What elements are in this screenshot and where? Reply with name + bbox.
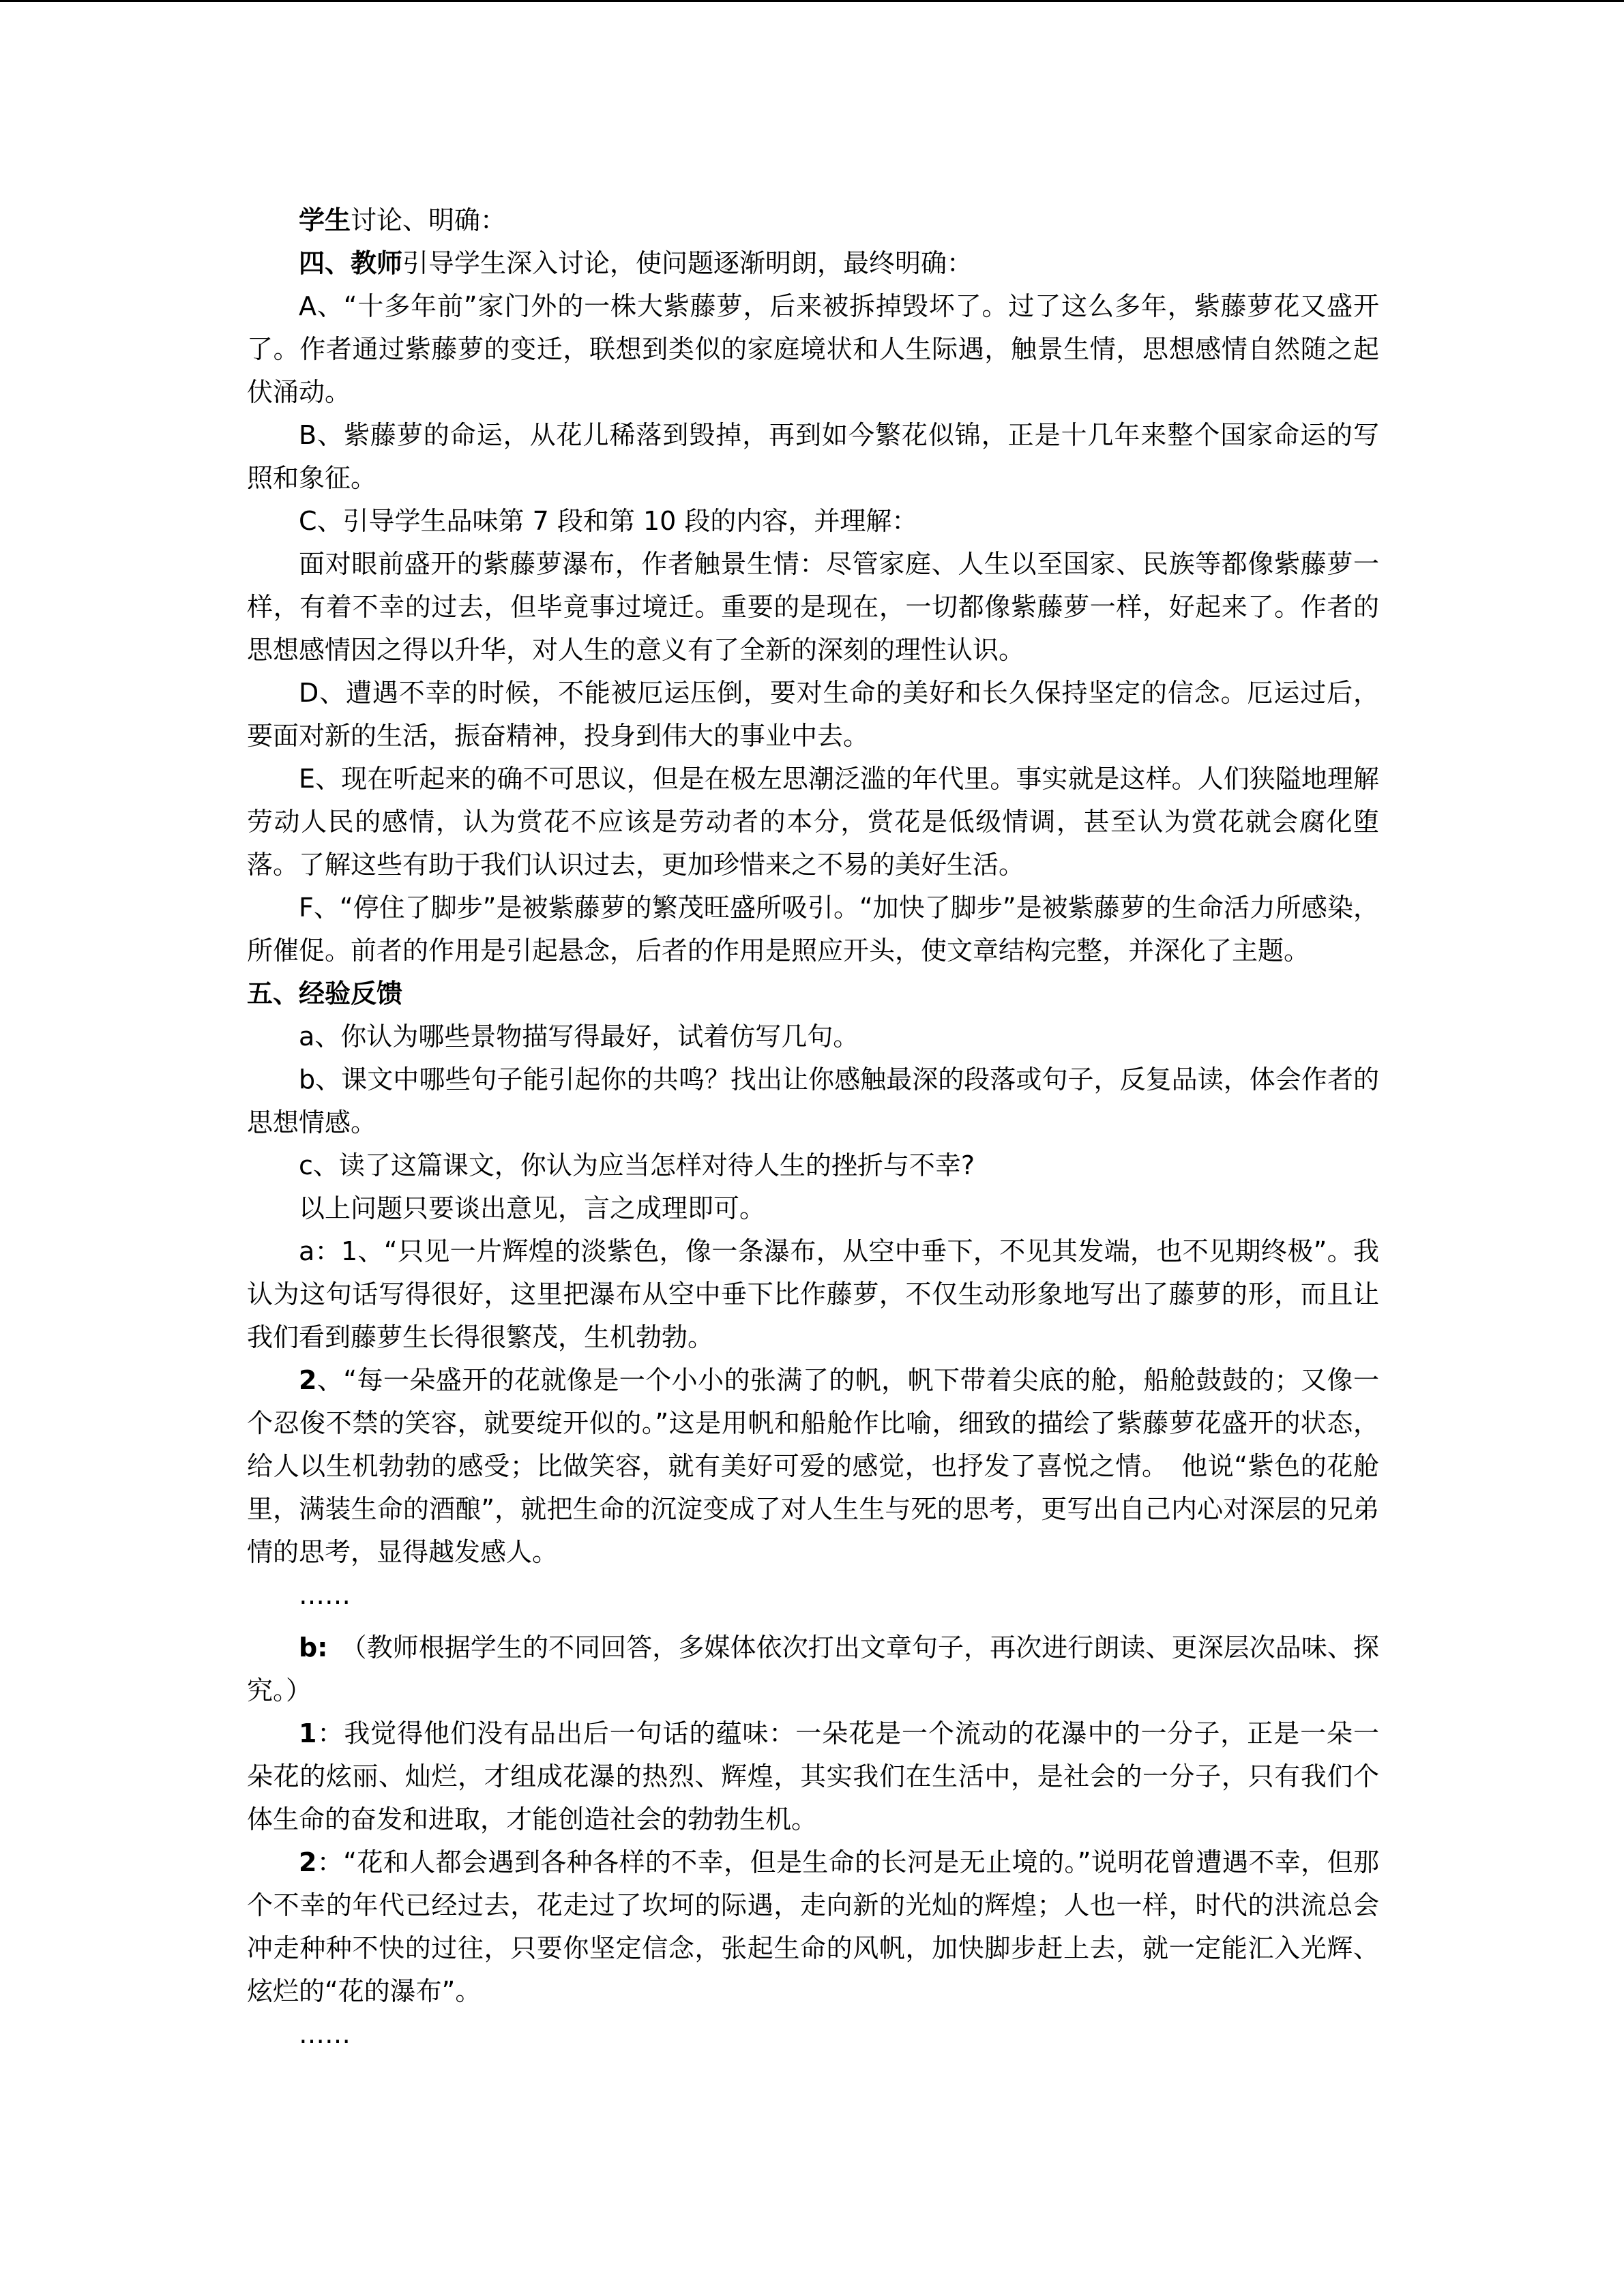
paragraph-point-f: [247, 886, 1379, 972]
paragraph-section-four: [247, 242, 1379, 285]
paragraph-answer-b: [247, 1626, 1379, 1712]
paragraph-text: ……: [299, 2019, 351, 2049]
paragraph-note: [247, 1187, 1379, 1230]
paragraph-text: 面对眼前盛开的紫藤萝瀑布，作者触景生情：尽管家庭、人生以至国家、民族等都像紫藤萝一样，有着不幸的过去，但毕竟事过境迁。重要的是现在，一切都像紫藤萝一样，好起来了。作者的思想感情因之得以升华，对人生的意义有了全新的深刻的理性认识。: [247, 549, 1379, 665]
paragraph-point-c: [247, 500, 1379, 543]
paragraph-lead: b:: [299, 1632, 328, 1663]
paragraph-point-d: [247, 672, 1379, 758]
paragraph-text: ：我觉得他们没有品出后一句话的蕴味：一朵花是一个流动的花瀑中的一分子，正是一朵一朵花的炫丽、灿烂，才组成花瀑的热烈、辉煌，其实我们在生活中，是社会的一分子，只有我们个体生命的奋发和进取，才能创造社会的勃勃生机。: [247, 1718, 1379, 1834]
paragraph-text: E、现在听起来的确不可思议，但是在极左思潮泛滥的年代里。事实就是这样。人们狭隘地理解劳动人民的感情，认为赏花不应该是劳动者的本分，赏花是低级情调，甚至认为赏花就会腐化堕落。了解这些有助于我们认识过去，更加珍惜来之不易的美好生活。: [247, 764, 1379, 880]
paragraph-lead: 2: [299, 1365, 317, 1395]
paragraph-lead: 1: [299, 1718, 317, 1748]
paragraph-text: B、紫藤萝的命运，从花儿稀落到毁掉，再到如今繁花似锦，正是十几年来整个国家命运的写照和象征。: [247, 420, 1379, 493]
paragraph-text: D、遭遇不幸的时候，不能被厄运压倒，要对生命的美好和长久保持坚定的信念。厄运过后，要面对新的生活，振奋精神，投身到伟大的事业中去。: [247, 678, 1379, 751]
paragraph-point-a: [247, 285, 1379, 414]
paragraph-text: 以上问题只要谈出意见，言之成理即可。: [299, 1193, 766, 1223]
paragraph-question-c: [247, 1144, 1379, 1187]
paragraph-point-c-detail: [247, 543, 1379, 672]
paragraph-text: C、引导学生品味第 7 段和第 10 段的内容，并理解：: [299, 506, 918, 536]
paragraph-lead: 学生: [299, 205, 351, 235]
paragraph-question-a: [247, 1015, 1379, 1058]
paragraph-answer-b2: [247, 1841, 1379, 2013]
paragraph-ellipsis: [247, 2013, 1379, 2056]
page-top-border: [0, 0, 1624, 2]
section-heading-five: [247, 972, 1379, 1015]
paragraph-text: 、“每一朵盛开的花就像是一个小小的张满了的帆，帆下带着尖底的舱，船舱鼓鼓的；又像一个忍俊不禁的笑容，就要绽开似的。”这是用帆和船舱作比喻，细致的描绘了紫藤萝花盛开的状态，给人以生机勃勃的感受；比做笑容，就有美好可爱的感觉，也抒发了喜悦之情。 他说“紫色的花舱里，满装生命的酒酿”，就把生命的沉淀变成了对人生生与死的思考，更写出自己内心对深层的兄弟情的思考，显得越发感人。: [247, 1365, 1379, 1567]
document-body: [247, 199, 1379, 2056]
paragraph-lead: 四、教师: [299, 248, 403, 278]
paragraph-question-b: [247, 1058, 1379, 1144]
paragraph-text: F、“停住了脚步”是被紫藤萝的繁茂旺盛所吸引。“加快了脚步”是被紫藤萝的生命活力所感染，所催促。前者的作用是引起悬念，后者的作用是照应开头，使文章结构完整，并深化了主题。: [247, 893, 1379, 966]
paragraph-point-b: [247, 414, 1379, 500]
paragraph-answer-b1: [247, 1712, 1379, 1841]
paragraph-text: ：“花和人都会遇到各种各样的不幸，但是生命的长河是无止境的。”说明花曾遭遇不幸，但那个不幸的年代已经过去，花走过了坎坷的际遇，走向新的光灿的辉煌；人也一样，时代的洪流总会冲走种种不快的过往，只要你坚定信念，张起生命的风帆，加快脚步赶上去，就一定能汇入光辉、炫烂的“花的瀑布”。: [247, 1847, 1379, 2006]
paragraph-text: （教师根据学生的不同回答，多媒体依次打出文章句子，再次进行朗读、更深层次品味、探究。）: [247, 1632, 1379, 1705]
paragraph-text: ……: [299, 1580, 351, 1610]
paragraph-text: a、你认为哪些景物描写得最好，试着仿写几句。: [299, 1022, 859, 1052]
paragraph-ellipsis: [247, 1574, 1379, 1617]
paragraph-point-e: [247, 758, 1379, 886]
paragraph-text: 引导学生深入讨论，使问题逐渐明朗，最终明确：: [402, 248, 973, 278]
paragraph-answer-a1: [247, 1230, 1379, 1359]
paragraph-lead: 2: [299, 1847, 317, 1877]
paragraph-text: A、“十多年前”家门外的一株大紫藤萝，后来被拆掉毁坏了。过了这么多年，紫藤萝花又盛开了。作者通过紫藤萝的变迁，联想到类似的家庭境状和人生际遇，触景生情，思想感情自然随之起伏涌动。: [247, 291, 1379, 407]
paragraph-answer-a2: [247, 1359, 1379, 1574]
section-heading: 五、经验反馈: [247, 979, 403, 1009]
paragraph-text: a：1、“只见一片辉煌的淡紫色，像一条瀑布，从空中垂下，不见其发端，也不见期终极”。我认为这句话写得很好，这里把瀑布从空中垂下比作藤萝，不仅生动形象地写出了藤萝的形，而且让我们看到藤萝生长得很繁茂，生机勃勃。: [247, 1236, 1379, 1352]
paragraph-text: c、读了这篇课文，你认为应当怎样对待人生的挫折与不幸?: [299, 1150, 975, 1180]
paragraph-discussion: [247, 199, 1379, 242]
paragraph-text: 讨论、明确：: [351, 205, 507, 235]
paragraph-text: b、课文中哪些句子能引起你的共鸣？找出让你感触最深的段落或句子，反复品读，体会作者的思想情感。: [247, 1064, 1379, 1137]
